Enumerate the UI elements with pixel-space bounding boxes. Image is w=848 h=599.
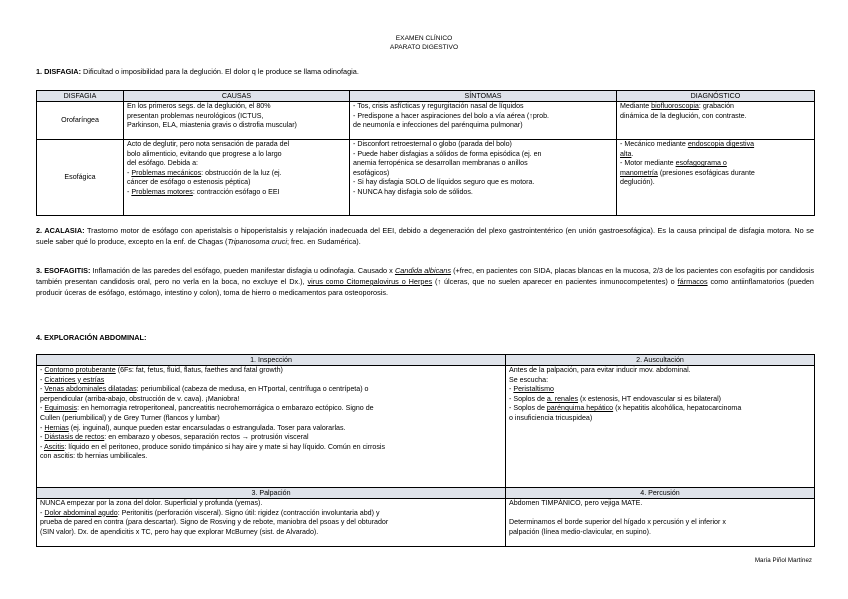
inspeccion-line bbox=[40, 443, 502, 453]
diagnostico-cell bbox=[617, 140, 815, 216]
cell-text: : contracción esófago o EEI bbox=[192, 187, 280, 196]
bullet-dash: - bbox=[40, 423, 45, 432]
cell-text: : periumbilical (cabeza de medusa, en HTportal, centrífuga o centrípeta) o bbox=[136, 385, 369, 394]
cell-line: - Predispone a hacer aspiraciones del bolo a vía aérea (↑prob. bbox=[353, 111, 549, 120]
table-header-cell: DISFAGIA bbox=[37, 91, 124, 102]
inspeccion-cell bbox=[37, 366, 506, 488]
cell-line: del esófago. Debida a: bbox=[127, 159, 198, 168]
bullet-dash: - bbox=[40, 385, 45, 394]
table-header-row bbox=[37, 91, 815, 102]
cell-text: (x hepatitis alcohólica, hepatocarcinoma bbox=[613, 404, 742, 413]
section-heading: 4. EXPLORACIÓN ABDOMINAL: bbox=[36, 333, 147, 342]
cell-text: - Soplos de bbox=[509, 394, 547, 403]
inspeccion-line bbox=[40, 424, 502, 434]
cell-line: bolo alimenticio, evitando que progrese a lo largo bbox=[127, 149, 282, 158]
table-header-cell: 1. Inspección bbox=[37, 355, 506, 366]
cell-line: dinámica de la deglución, con contraste. bbox=[620, 111, 747, 120]
section-heading: 3. ESOFAGITIS: bbox=[36, 266, 91, 275]
inspeccion-line bbox=[40, 452, 502, 462]
cell-line: palpación (línea medio-clavicular, en supino). bbox=[509, 527, 651, 536]
underlined-text: virus como Citomegalovirus o Herpes bbox=[307, 277, 433, 286]
bullet-dash: - bbox=[40, 404, 45, 413]
table-header-cell: 4. Percusión bbox=[506, 488, 815, 499]
cell-text: - bbox=[127, 187, 132, 196]
cell-text: (6Fs: fat, fetus, fluid, flatus, faethes and fatal growth) bbox=[115, 366, 283, 374]
section-text: (↑ úlceras, que no suelen aparecer en pacientes inmunocompetentes) o bbox=[432, 277, 678, 286]
cell-line bbox=[620, 102, 811, 112]
cell-text: - bbox=[509, 385, 514, 394]
cell-underlined-text: alta bbox=[620, 149, 632, 158]
cell-line bbox=[127, 169, 346, 179]
inspeccion-line bbox=[40, 433, 502, 443]
cell-line: Parkinson, ELA, miastenia gravis o distrofia muscular) bbox=[127, 121, 297, 130]
cell-line bbox=[509, 395, 811, 405]
cell-underlined-text: a. renales bbox=[546, 394, 579, 403]
inspeccion-line bbox=[40, 404, 502, 414]
table-header-cell: SÍNTOMAS bbox=[350, 91, 617, 102]
cell-text: : Peritonitis (perforación visceral). Signo útil: rigidez (contracción involuntaria abd) y bbox=[117, 508, 380, 517]
cell-line: esofágicos) bbox=[353, 168, 390, 177]
cell-spacer bbox=[509, 509, 811, 519]
cell-line: En los primeros segs. de la deglución, el 80% bbox=[127, 102, 271, 110]
cell-underlined-text: Diástasis de rectos bbox=[44, 433, 105, 442]
cell-line: NUNCA empezar por la zona del dolor. Superficial y profunda (yemas). bbox=[40, 499, 263, 507]
exploracion-table bbox=[36, 354, 815, 547]
bullet-dash: - bbox=[40, 375, 45, 384]
cell-line: o insuficiencia tricuspidea) bbox=[509, 413, 593, 422]
inspeccion-line bbox=[40, 366, 502, 376]
auscultacion-cell bbox=[506, 366, 815, 488]
cell-line bbox=[509, 404, 811, 414]
cell-underlined-text: Problemas mecánicos bbox=[131, 168, 202, 177]
cell-text: perpendicular (arriba-abajo, obstrucción de v. cava). ¡Maniobra! bbox=[40, 394, 240, 403]
table-header-cell: DIAGNÓSTICO bbox=[617, 91, 815, 102]
section-text: ; frec. en Sudamérica). bbox=[286, 237, 361, 246]
table-header-row bbox=[37, 488, 815, 499]
bullet-dash: - bbox=[40, 433, 45, 442]
cell-line: (SIN valor). Dx. de apendicitis x TC, pero hay que explorar McBurney (sist. de Alvarado). bbox=[40, 527, 319, 536]
cell-line: Abdomen TIMPÁNICO, pero vejiga MATE. bbox=[509, 499, 643, 507]
section-heading: 1. DISFAGIA: bbox=[36, 67, 82, 76]
cell-text: (x estenosis, HT endovascular si es bilateral) bbox=[578, 394, 722, 403]
inspeccion-line bbox=[40, 376, 502, 386]
table-header-cell: 2. Auscultación bbox=[506, 355, 815, 366]
cell-underlined-text: Ascitis bbox=[43, 442, 65, 451]
cell-underlined-text: Hernias bbox=[44, 423, 69, 432]
cell-line: Se escucha: bbox=[509, 375, 549, 384]
inspeccion-line bbox=[40, 395, 502, 405]
cell-line: de neumonía e infecciones del parénquima pulmonar) bbox=[353, 121, 523, 130]
cell-line bbox=[509, 385, 811, 395]
section-acalasia bbox=[36, 225, 814, 247]
cell-underlined-text: endoscopia digestiva bbox=[687, 140, 755, 148]
cell-line: - Tos, crisis asfícticas y regurgitación nasal de líquidos bbox=[353, 102, 524, 110]
cell-line: - Disconfort retroesternal o globo (parada del bolo) bbox=[353, 140, 512, 148]
section-text: como antiinflamatorios (pueden producir úceras de esófago, estómago, intestino y colon), toma de hierro o medicamentos para osteoporosis. bbox=[36, 277, 814, 297]
table-row bbox=[37, 102, 815, 140]
section-heading: 2. ACALASIA: bbox=[36, 226, 85, 235]
underlined-italic-text: Candida albicans bbox=[394, 266, 451, 275]
bullet-dash: - bbox=[40, 442, 44, 451]
cell-underlined-text: Dolor abdominal agudo bbox=[44, 508, 118, 517]
cell-underlined-text: Venas abdominales dilatadas bbox=[44, 385, 137, 394]
table-header-cell: CAUSAS bbox=[124, 91, 350, 102]
cell-line: Determinamos el borde superior del hígado x percusión y el inferior x bbox=[509, 518, 726, 527]
section-text: Dificultad o imposibilidad para la deglución. El dolor q le produce se llama odinofagia. bbox=[83, 67, 359, 76]
cell-text: (ej. inguinal), aunque pueden estar encarsuladas o estrangulada. Toser para valorarlas. bbox=[68, 423, 346, 432]
section-text: Trastorno motor de esófago con aperistalsis o hipoperistalsis y relajación inadecuada del EEI, debido a degeneración del plexo gastrointentérico (en unión gastroesofágica). Es la causa principal de disfagia motora. No se suele saber qué lo produce, excepto en la enf. de Chagas ( bbox=[36, 226, 814, 246]
cell-line: cáncer de esófago o estenosis péptica) bbox=[127, 178, 251, 187]
cell-line bbox=[620, 150, 811, 160]
document-title: EXAMEN CLÍNICO bbox=[395, 35, 453, 42]
cell-underlined-text: biofluoroscopia bbox=[651, 102, 699, 110]
section-exploracion bbox=[36, 332, 814, 343]
cell-line: Antes de la palpación, para evitar inducir mov. abdominal. bbox=[509, 366, 691, 374]
cell-text: - bbox=[40, 508, 45, 517]
palpacion-cell bbox=[37, 499, 506, 547]
cell-line: anemia ferropénica se desarrollan membranas o anillos bbox=[353, 159, 528, 168]
cell-text: Mediante bbox=[620, 102, 652, 110]
cell-line: presentan problemas neurológicos (ICTUS, bbox=[127, 111, 264, 120]
table-row bbox=[37, 499, 815, 547]
cell-underlined-text: esofagograma o bbox=[675, 159, 727, 168]
cell-text: con ascitis: tb hernias umbilicales. bbox=[40, 452, 148, 461]
diagnostico-cell bbox=[617, 102, 815, 140]
cell-line bbox=[620, 159, 811, 169]
cell-line: Acto de deglutir, pero nota sensación de parada del bbox=[127, 140, 290, 148]
table-header-row bbox=[37, 355, 815, 366]
section-text: Inflamación de las paredes del esófago, pueden manifestar disfagia u odinofagia. Causado x bbox=[90, 266, 395, 275]
cell-text: : en hemorragia retroperitoneal, pancreatitis necrohemorrágica o embarazo ectópico. Signo de bbox=[77, 404, 374, 413]
cell-line bbox=[620, 169, 811, 179]
cell-underlined-text: Contorno protuberante bbox=[44, 366, 116, 374]
cell-text: : obstrucción de la luz (ej. bbox=[201, 168, 282, 177]
row-label: Orofaríngea bbox=[37, 102, 124, 140]
cell-text: : en embarazo y obesos, separación rectos → protrusión visceral bbox=[104, 433, 309, 442]
cell-line: prueba de pared en contra (para descartar). Signo de Rosving y de rebote, maniobra del psoas y del obturador bbox=[40, 518, 389, 527]
disfagia-table bbox=[36, 90, 815, 216]
cell-underlined-text: Equimosis bbox=[44, 404, 78, 413]
sintomas-cell bbox=[350, 140, 617, 216]
percusion-cell bbox=[506, 499, 815, 547]
cell-line: - NUNCA hay disfagia solo de sólidos. bbox=[353, 187, 473, 196]
row-label: Esofágica bbox=[37, 140, 124, 216]
cell-underlined-text: Cicatrices y estrías bbox=[44, 375, 105, 384]
table-row bbox=[37, 366, 815, 488]
section-italic-text: Tripanosoma cruci bbox=[227, 237, 287, 246]
cell-text: : líquido en el peritoneo, produce sonido timpánico si hay aire y mate si hay líquido. Común en cirrosis bbox=[64, 442, 386, 451]
cell-line: - Si hay disfagia SOLO de líquidos seguro que es motora. bbox=[353, 178, 535, 187]
cell-line: deglución). bbox=[620, 178, 655, 187]
cell-underlined-text: manometría bbox=[620, 168, 658, 177]
author-footer: María Piñol Martínez bbox=[754, 557, 812, 564]
cell-text: Cullen (periumbilical) y de Grey Turner (flancos y lumbar) bbox=[40, 413, 220, 422]
inspeccion-line bbox=[40, 414, 502, 424]
table-row bbox=[37, 140, 815, 216]
sintomas-cell bbox=[350, 102, 617, 140]
cell-line bbox=[40, 509, 502, 519]
causas-cell bbox=[124, 140, 350, 216]
cell-line: - Puede haber disfagias a sólidos de forma episódica (ej. en bbox=[353, 149, 542, 158]
cell-text: : grabación bbox=[698, 102, 734, 110]
cell-text: (presiones esofágicas durante bbox=[657, 168, 755, 177]
cell-text: - Mecánico mediante bbox=[620, 140, 688, 148]
cell-underlined-text: parénquima hepático bbox=[546, 404, 614, 413]
section-text: (+frec, en pacientes con SIDA, placas blancas en la mucosa, 2/3 de los pacientes con esofagitis por candidosis también presentan candidosis oral, pero no verla en la boca, no excluye el Dx.), bbox=[36, 266, 814, 286]
cell-underlined-text: Problemas motores bbox=[131, 187, 193, 196]
document-subtitle: APARATO DIGESTIVO bbox=[389, 44, 459, 51]
cell-underlined-text: Peristaltismo bbox=[513, 385, 554, 394]
cell-line bbox=[127, 188, 346, 198]
cell-text: . bbox=[631, 149, 634, 158]
cell-text: - Motor mediante bbox=[620, 159, 676, 168]
section-disfagia bbox=[36, 66, 814, 77]
bullet-dash: - bbox=[40, 366, 45, 374]
table-header-cell: 3. Palpación bbox=[37, 488, 506, 499]
section-esofagitis bbox=[36, 265, 814, 298]
underlined-text: fármacos bbox=[677, 277, 708, 286]
cell-text: - Soplos de bbox=[509, 404, 547, 413]
causas-cell bbox=[124, 102, 350, 140]
cell-text: - bbox=[127, 168, 132, 177]
inspeccion-line bbox=[40, 385, 502, 395]
cell-line bbox=[620, 140, 811, 150]
